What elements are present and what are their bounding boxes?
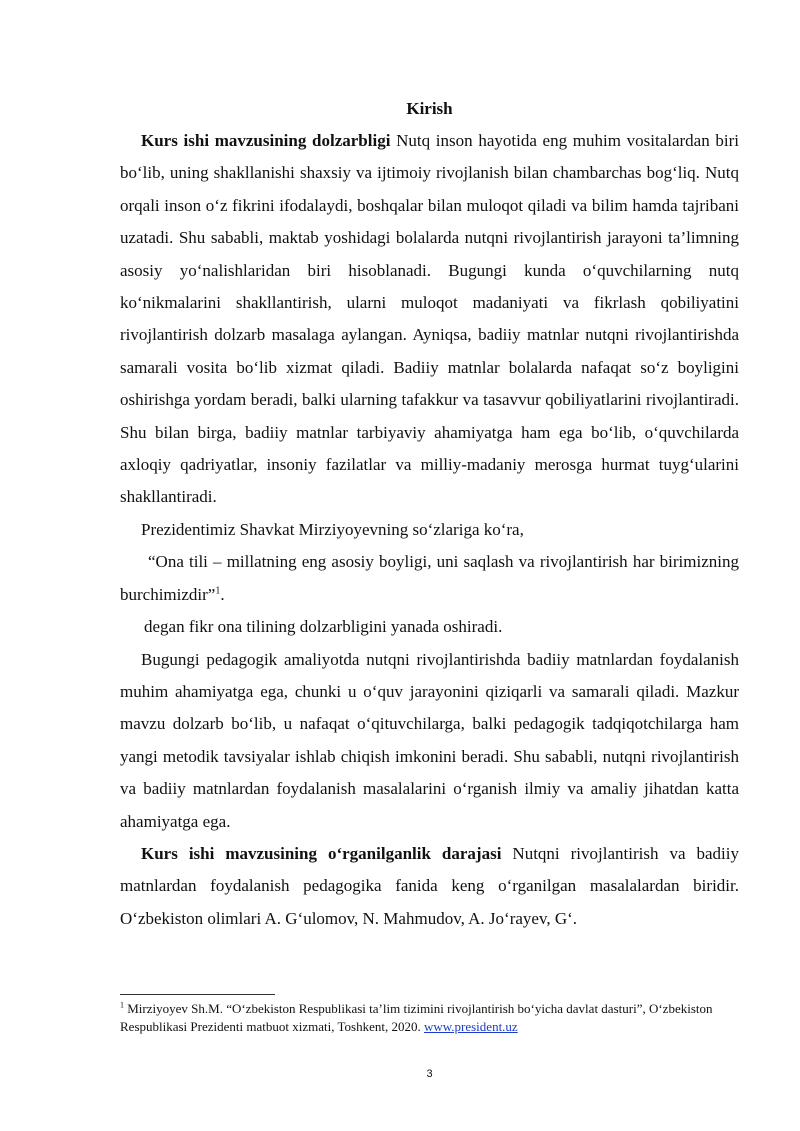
- relevance-text: Nutq inson hayotida eng muhim vositalardan biri bo‘lib, uning shakllanishi shaxsiy va ijtimoiy rivojlanish bilan chambarchas bog‘liq. Nutq orqali inson o‘z fikrini ifodalaydi, boshqalar bilan muloqot qiladi va bilim hamda tajribani uzatadi. Shu sababli, maktab yoshidagi bolalarda nutqni rivojlantirish jarayoni ta’limning asosiy yo‘nalishlaridan biri hisoblanadi. Bugungi kunda o‘quvchilarning nutq ko‘nikmalarini shakllantirish, ularni muloqot madaniyati va fikrlash qobiliyatini rivojlantirish dolzarb masalaga aylangan. Ayniqsa, badiiy matnlar nutqni rivojlantirishda samarali vosita bo‘lib xizmat qiladi. Badiiy matnlar bolalarda nafaqat so‘z boyligini oshirishga yordam beradi, balki ularning tafakkur va tasavvur qobiliyatlarini rivojlantiradi. Shu bilan birga, badiiy matnlar tarbiyaviy ahamiyatga ham ega bo‘lib, o‘quvchilarda axloqiy qadriyatlar, insoniy fazilatlar va milliy-madaniy merosga hurmat tuyg‘ularini shakllantiradi.: [120, 131, 739, 507]
- footnote-separator: [120, 994, 275, 995]
- document-page: [120, 0, 739, 1131]
- footnote-text: Mirziyoyev Sh.M. “O‘zbekiston Respublikasi ta’lim tizimini rivojlantirish bo‘yicha davlat dasturi”, O‘zbekiston Respublikasi Prezidenti matbuot xizmati, Toshkent, 2020.: [120, 1001, 713, 1034]
- study-level-heading: Kurs ishi mavzusining o‘rganilganlik darajasi: [141, 843, 502, 863]
- quote-paragraph: [120, 546, 739, 611]
- study-level-text: Nutqni rivojlantirish va badiiy matnlardan foydalanish pedagogika fanida keng o‘rganilgan masalalardan biridir. O‘zbekiston olimlari A. G‘ulomov, N. Mahmudov, A. Jo‘rayev, G‘.: [120, 843, 739, 928]
- paragraph-practice: Bugungi pedagogik amaliyotda nutqni rivojlantirishda badiiy matnlardan foydalanish muhim ahamiyatga ega, chunki u o‘quv jarayonini qiziqarli va samarali qiladi. Mazkur mavzu dolzarb bo‘lib, u nafaqat o‘qituvchilarga, balki pedagogik tadqiqotchilarga ham yangi metodik tavsiyalar ishlab chiqish imkonini beradi. Shu sababli, nutqni rivojlantirish va badiiy matnlardan foydalanish masalalarini o‘rganish ilmiy va amaliy jihatdan katta ahamiyatga ega.: [120, 649, 739, 831]
- footnote: [120, 1000, 739, 1035]
- paragraph-relevance: [120, 125, 739, 514]
- paragraph-conclusion: degan fikr ona tilining dolzarbligini yanada oshiradi.: [144, 617, 503, 637]
- paragraph-president: Prezidentimiz Shavkat Mirziyoyevning so‘zlariga ko‘ra,: [141, 519, 524, 539]
- page-number: 3: [426, 1068, 433, 1080]
- body-text: [120, 125, 739, 935]
- footnote-link[interactable]: www.president.uz: [423, 1018, 518, 1034]
- paragraph-study-level: [120, 838, 739, 935]
- footnote-marker[interactable]: 1: [215, 585, 221, 597]
- quote-text: “Ona tili – millatning eng asosiy boyligi, uni saqlash va rivojlantirish har birimizning burchimizdir”: [120, 552, 739, 604]
- section-title: Kirish: [406, 99, 453, 118]
- quote-end: .: [220, 584, 225, 604]
- footnote-number: 1: [120, 1000, 124, 1010]
- relevance-heading: Kurs ishi mavzusining dolzarbligi: [141, 131, 391, 150]
